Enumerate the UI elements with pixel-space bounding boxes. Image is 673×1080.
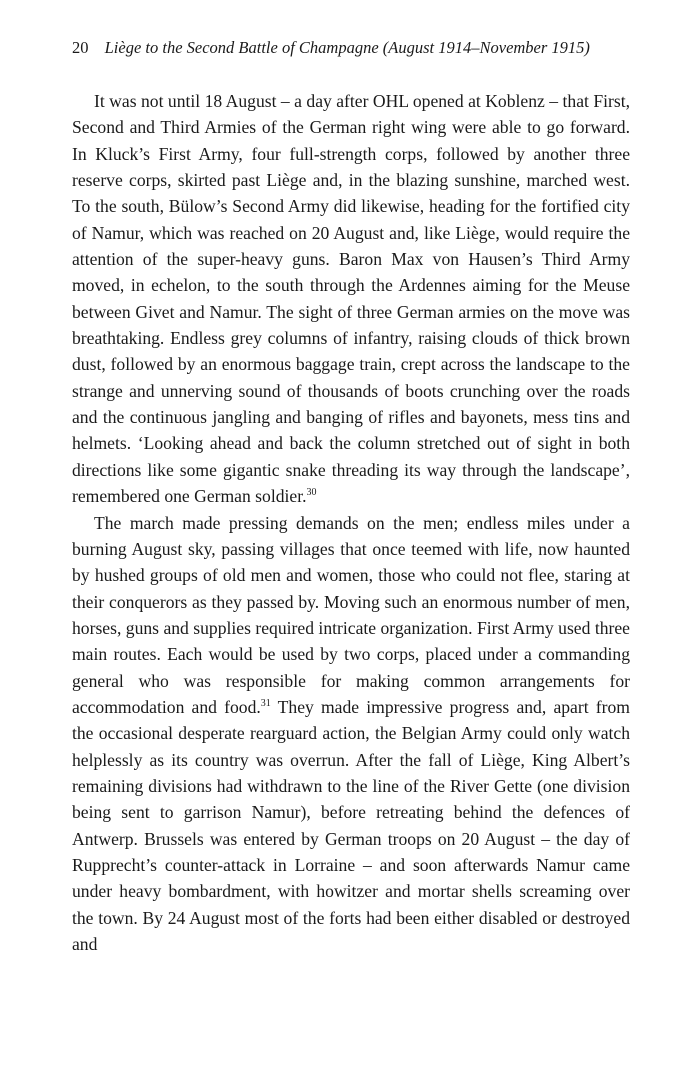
- paragraph-2-text-b: They made impressive progress and, apart from the occasional desperate rearguard action, the Belgian Army could only watch helplessly as its country was overrun. After the fall of Liège, King Albert’s remaining divisions had withdrawn to the line of the River Gette (one division being sent to garrison Namur), before retreating behind the defences of Antwerp. Brussels was entered by German troops on 20 August – the day of Rupprecht’s counter-attack in Lorraine – and soon afterwards Namur came under heavy bombardment, with howitzer and mortar shells screaming over the town. By 24 August most of the forts had been either disabled or destroyed and: [72, 696, 630, 954]
- paragraph-1-text: It was not until 18 August – a day after OHL opened at Koblenz – that First, Second and Third Armies of the German right wing were able to go forward. In Kluck’s First Army, four full-strength corps, followed by another three reserve corps, skirted past Liège and, in the blazing sunshine, marched west. To the south, Bülow’s Second Army did likewise, heading for the fortified city of Namur, which was reached on 20 August and, like Liège, would require the attention of the super-heavy guns. Baron Max von Hausen’s Third Army moved, in echelon, to the south through the Ardennes aiming for the Meuse between Givet and Namur. The sight of three German armies on the move was breathtaking. Endless grey columns of infantry, raising clouds of thick brown dust, followed by an enormous baggage train, crept across the landscape to the strange and unnerving sound of thousands of boots crunching over the roads and the continuous jangling and banging of rifles and bayonets, mess tins and helmets. ‘Looking ahead and back the column stretched out of sight in both directions like some gigantic snake threading its way through the landscape’, remembered one German soldier.: [72, 91, 630, 507]
- paragraph-2-text-a: The march made pressing demands on the men; endless miles under a burning August sky, passing villages that once teemed with life, now haunted by hushed groups of old men and women, those who could not flee, staring at their conquerors as they passed by. Moving such an enormous number of men, horses, guns and supplies required intricate organization. First Army used three main routes. Each would be used by two corps, placed under a commanding general who was responsible for making common arrangements for accommodation and food.: [72, 512, 630, 717]
- footnote-marker-31: 31: [260, 697, 271, 709]
- paragraph-1: [72, 88, 630, 510]
- running-title: Liège to the Second Battle of Champagne (August 1914–November 1915): [104, 38, 590, 57]
- paragraph-2: [72, 510, 630, 958]
- running-header: [72, 38, 632, 58]
- footnote-marker-30: 30: [306, 487, 317, 499]
- page-number: 20: [72, 38, 89, 57]
- body-text: [72, 88, 630, 957]
